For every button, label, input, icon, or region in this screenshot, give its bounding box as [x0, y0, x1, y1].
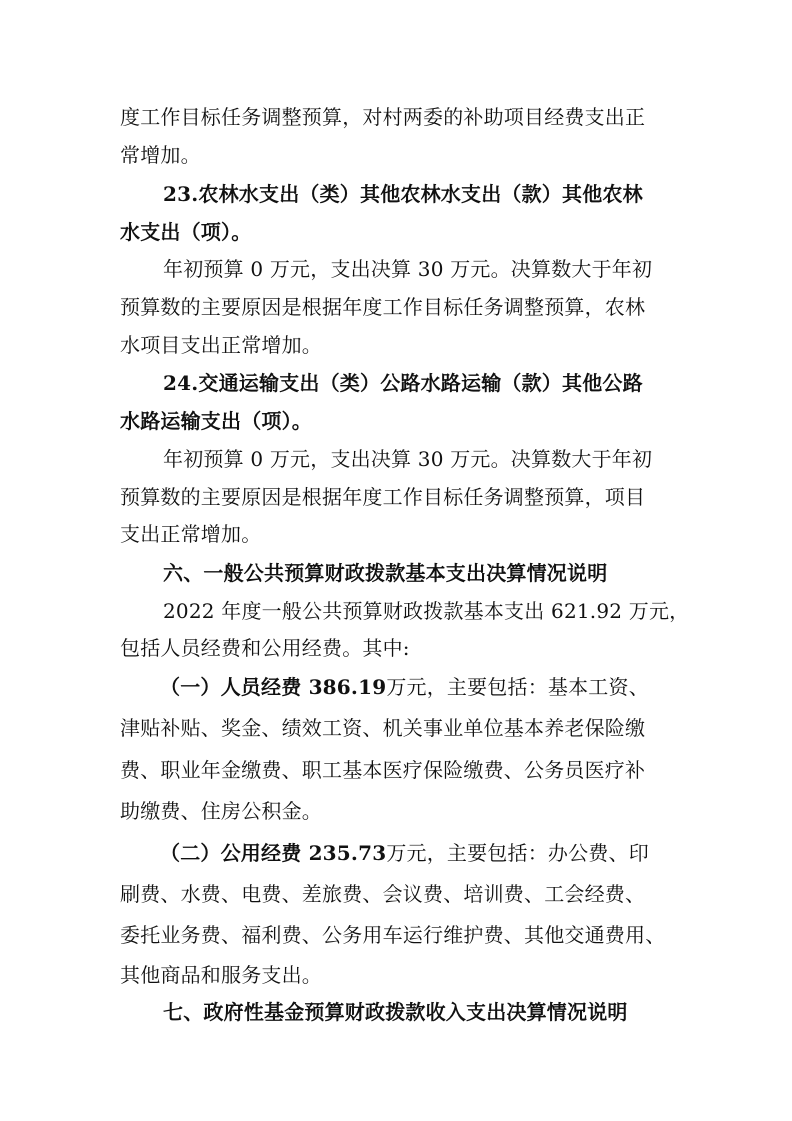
section-heading-7: 七、政府性基金预算财政拨款收入支出决算情况说明 [163, 1000, 628, 1024]
paragraph-line: 预算数的主要原因是根据年度工作目标任务调整预算，农林 [120, 295, 646, 319]
paragraph-line: 度工作目标任务调整预算，对村两委的补助项目经费支出正 [120, 105, 646, 129]
personnel-expense-desc: 万元，主要包括：基本工资、 [386, 675, 649, 699]
public-expense-title: （二）公用经费 235.73 [160, 841, 387, 865]
paragraph-line: 支出正常增加。 [120, 522, 262, 546]
public-expense-desc: 万元，主要包括：办公费、印 [386, 841, 649, 865]
paragraph-line: 其他商品和服务支出。 [120, 963, 322, 987]
paragraph-line: 预算数的主要原因是根据年度工作目标任务调整预算，项目 [120, 485, 646, 509]
paragraph-line: 年初预算 0 万元，支出决算 30 万元。决算数大于年初 [163, 447, 653, 471]
personnel-expense-line [160, 673, 716, 701]
section-heading-23-cont: 水支出（项）。 [120, 220, 252, 244]
paragraph-line: 助缴费、住房公积金。 [120, 799, 322, 823]
section-heading-24: 24.交通运输支出（类）公路水路运输（款）其他公路 [163, 371, 643, 395]
personnel-expense-title: （一）人员经费 386.19 [160, 675, 387, 699]
paragraph-line: 委托业务费、福利费、公务用车运行维护费、其他交通费用、 [120, 923, 666, 947]
paragraph-line: 包括人员经费和公用经费。其中: [120, 636, 410, 660]
paragraph-line: 费、职业年金缴费、职工基本医疗保险缴费、公务员医疗补 [120, 758, 646, 782]
paragraph-line: 水项目支出正常增加。 [120, 333, 322, 357]
paragraph-line: 年初预算 0 万元，支出决算 30 万元。决算数大于年初 [163, 257, 653, 281]
public-expense-line [160, 839, 716, 867]
section-heading-24-cont: 水路运输支出（项）。 [120, 409, 312, 433]
section-heading-6: 六、一般公共预算财政拨款基本支出决算情况说明 [163, 561, 608, 585]
section-heading-23: 23.农林水支出（类）其他农林水支出（款）其他农林 [163, 182, 643, 206]
paragraph-line: 2022 年度一般公共预算财政拨款基本支出 621.92 万元， [163, 599, 690, 623]
paragraph-line: 刷费、水费、电费、差旅费、会议费、培训费、工会经费、 [120, 882, 646, 906]
paragraph-line: 津贴补贴、奖金、绩效工资、机关事业单位基本养老保险缴 [120, 716, 646, 740]
paragraph-line: 常增加。 [120, 143, 201, 167]
